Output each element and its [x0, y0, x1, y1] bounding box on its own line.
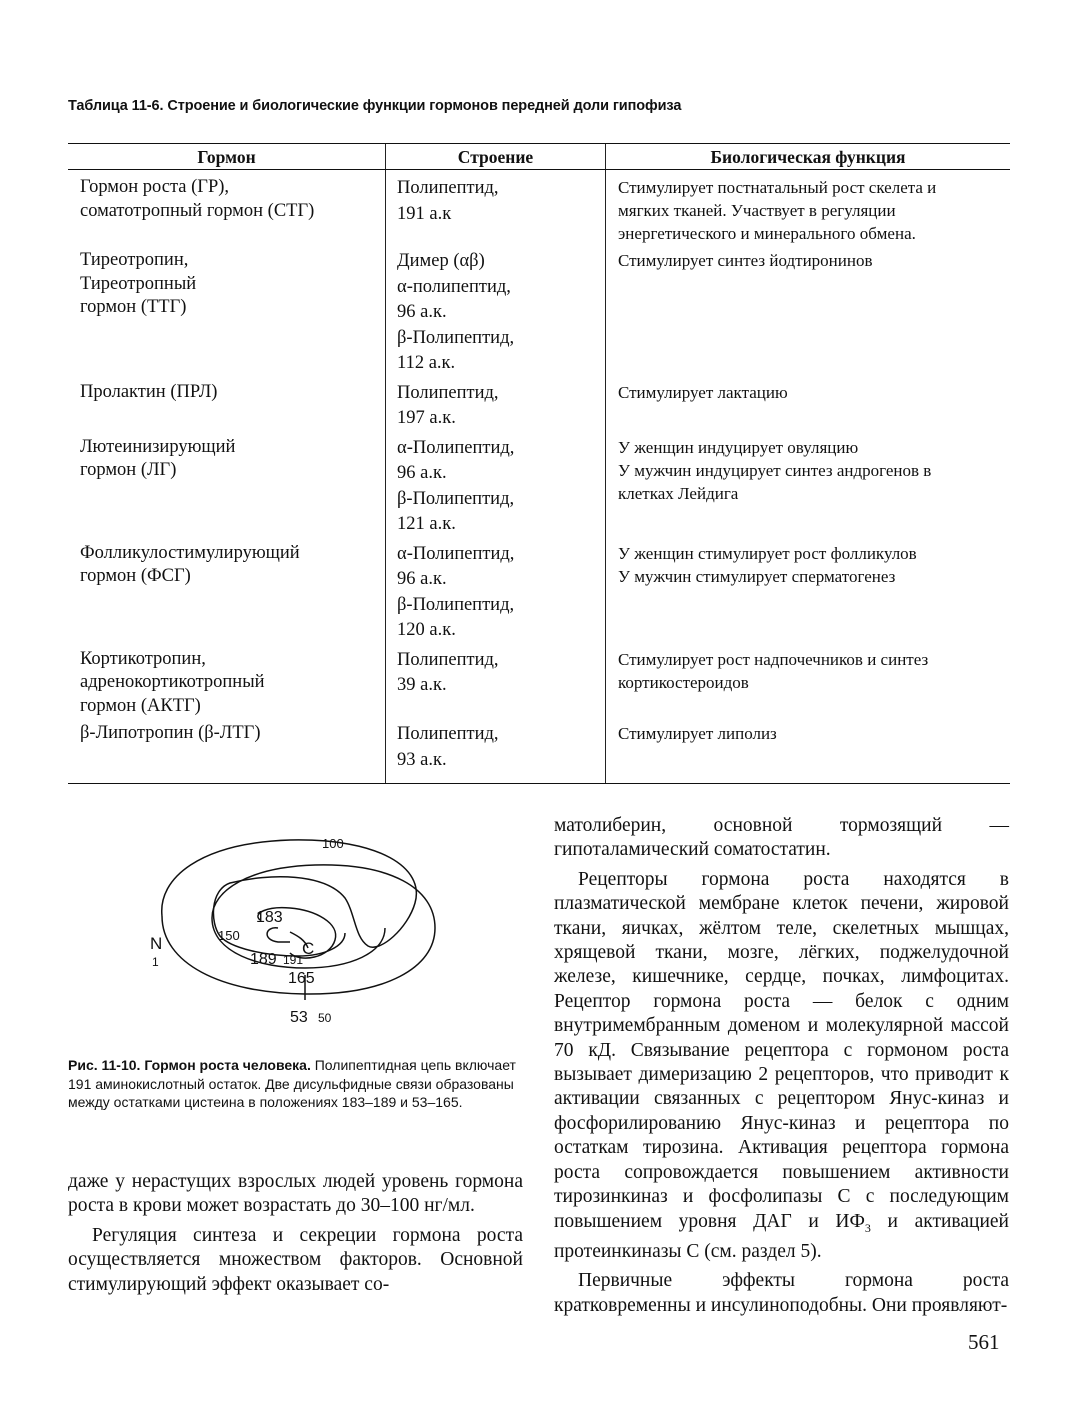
- table-caption: Таблица 11-6. Строение и биологические функции гормонов передней доли гипофиза: [68, 98, 682, 114]
- cell-line: 197 а.к.: [397, 408, 456, 428]
- cell-structure: [397, 542, 605, 648]
- cell-line: Лютеинизирующий: [80, 436, 236, 457]
- cell-line: 96 а.к.: [397, 302, 447, 322]
- cell-structure: [397, 176, 605, 249]
- cell-name: [80, 249, 385, 381]
- cell-structure: [397, 722, 605, 777]
- cell-function: [618, 436, 1010, 542]
- table-header: [68, 143, 1010, 170]
- cell-line: адренокортикотропный: [80, 672, 265, 692]
- header-structure: Строение: [385, 144, 605, 169]
- cell-line: Тиреотропный: [80, 273, 197, 294]
- label-n-terminus: N: [150, 934, 163, 953]
- cell-line: 112 а.к.: [397, 353, 456, 373]
- cell-name: [80, 648, 385, 723]
- left-text-column: [68, 1170, 523, 1297]
- cell-line: 191 а.к: [397, 203, 452, 224]
- cell-line: У женщин стимулирует рост фолликулов: [618, 543, 917, 563]
- cell-line: гормон (АКТГ): [80, 695, 201, 716]
- right-paragraph-2: [554, 868, 1009, 1264]
- cell-line: β-Полипептид,: [397, 488, 515, 509]
- cell-line: Фолликулостимулирующий: [80, 542, 300, 563]
- cell-line: 121 а.к.: [397, 514, 456, 534]
- figure-caption: [68, 1056, 528, 1112]
- header-function: Биологическая функция: [605, 144, 1010, 169]
- cell-line: У мужчин индуцирует синтез андрогенов в: [618, 460, 932, 480]
- right-paragraph-3: Первичные эффекты гормона роста кратковременны и инсулиноподобны. Они проявляют-: [554, 1270, 1009, 1316]
- chain-outer-loop: [162, 840, 417, 956]
- cell-structure: [397, 436, 605, 542]
- cell-line: Стимулирует липолиз: [618, 724, 777, 743]
- cell-line: гормон (ТТГ): [80, 297, 187, 317]
- cell-line: энергетического и минерального обмена.: [618, 224, 916, 243]
- cell-line: α-Полипептид,: [397, 543, 515, 564]
- cell-line: α-Полипептид,: [397, 437, 515, 458]
- left-paragraph-1: даже у нерастущих взрослых людей уровень гормона роста в крови может возрастать до 30–100 нг/мл.: [68, 1171, 523, 1217]
- column-structure: [385, 170, 605, 783]
- cell-line: β-Полипептид,: [397, 327, 515, 348]
- cell-line: гормон (ФСГ): [80, 566, 191, 586]
- figure-caption-text: Полипептидная цепь включает 191 аминокислотный остаток. Две дисульфидные связи образованы между остатками цистеина в положениях 183–189 и 53–165.: [68, 1057, 516, 1110]
- figure-caption-title: Рис. 11-10. Гормон роста человека.: [68, 1057, 311, 1073]
- label-residue-183: 183: [256, 909, 283, 926]
- cell-function: [618, 249, 1010, 381]
- cell-line: Полипептид,: [397, 649, 499, 670]
- label-residue-150: 150: [218, 928, 240, 943]
- right-paragraph-1: матолиберин, основной тормозящий — гипоталамический соматостатин.: [554, 815, 1009, 861]
- cell-function: [618, 722, 1010, 777]
- cell-line: Полипептид,: [397, 178, 499, 198]
- cell-line: Полипептид,: [397, 382, 499, 403]
- cell-line: клетках Лейдига: [618, 483, 739, 503]
- right-paragraph-2-text: Рецепторы гормона роста находятся в плазматической мембране клеток печени, жировой ткани, яичках, жёлтом теле, скелетных мышцах, хрящевой ткани, мозге, лёгких, поджелудочной железе, кишечнике, сердце, почках, лимфоцитах. Рецептор гормона роста — белок с одним внутримембранным доменом и молекулярной массой 70 кД. Связывание рецептора с гормоном роста вызывает димеризацию 2 рецепторов, что приводит к активации связанных с рецептором Янус-киназ и фосфорилированию Янус-киназ и рецептора по остаткам тирозина. Активация рецептора гормона роста сопровождается повышением активности тирозинкиназ и фосфолипазы С с последующим повышением уровня ДАГ и ИФ: [554, 868, 1009, 1232]
- cell-line: гормон (ЛГ): [80, 460, 177, 480]
- cell-function: [618, 176, 1010, 249]
- cell-line: 96 а.к.: [397, 463, 447, 483]
- subscript-3: 3: [864, 1220, 871, 1235]
- label-residue-191: 191: [283, 953, 304, 967]
- label-residue-50: 50: [318, 1011, 332, 1025]
- cell-function: [618, 648, 1010, 723]
- cell-name: [80, 436, 385, 542]
- cell-line: 120 а.к.: [397, 620, 456, 640]
- cell-line: Стимулирует рост надпочечников и синтез: [618, 649, 929, 669]
- page-number: 561: [968, 1330, 1000, 1354]
- cell-line: Кортикотропин,: [80, 648, 206, 669]
- cell-structure: [397, 249, 605, 381]
- label-c-terminus: C: [302, 939, 315, 958]
- cell-line: Стимулирует лактацию: [618, 382, 788, 402]
- label-residue-100: 100: [322, 836, 344, 851]
- column-hormone: [68, 170, 385, 783]
- left-paragraph-2: Регуляция синтеза и секреции гормона роста осуществляется множеством факторов. Основной стимулирующий эффект оказывает со-: [68, 1224, 523, 1295]
- cell-function: [618, 381, 1010, 436]
- cell-name: [80, 176, 385, 249]
- cell-name: [80, 722, 385, 777]
- header-hormone: Гормон: [197, 147, 256, 167]
- disulfide-loop-183-189: [267, 928, 290, 942]
- cell-line: Димер (αβ): [397, 251, 485, 271]
- right-paragraph-2-tail: и активацией протеинкиназы С (см. раздел 5).: [554, 1210, 1009, 1262]
- column-function: [605, 170, 1010, 783]
- cell-line: Гормон роста (ГР),: [80, 177, 230, 197]
- cell-name: [80, 542, 385, 648]
- cell-line: β-Полипептид,: [397, 594, 515, 615]
- cell-line: 93 а.к.: [397, 749, 447, 770]
- table-body: [68, 170, 1010, 784]
- cell-function: [618, 542, 1010, 648]
- cell-structure: [397, 381, 605, 436]
- right-text-column: [554, 814, 1009, 1318]
- cell-line: соматотропный гормон (СТГ): [80, 200, 315, 221]
- cell-line: кортикостероидов: [618, 672, 749, 692]
- cell-line: мягких тканей. Участвует в регуляции: [618, 201, 896, 220]
- label-residue-189: 189: [250, 951, 277, 968]
- cell-line: 96 а.к.: [397, 569, 447, 589]
- cell-line: У мужчин стимулирует сперматогенез: [618, 566, 896, 586]
- label-residue-1: 1: [152, 955, 159, 969]
- cell-line: 39 а.к.: [397, 675, 447, 695]
- growth-hormone-diagram: [140, 828, 540, 1028]
- cell-line: Стимулирует постнатальный рост скелета и: [618, 178, 937, 197]
- cell-line: Тиреотропин,: [80, 250, 189, 270]
- cell-structure: [397, 648, 605, 723]
- cell-line: α-полипептид,: [397, 276, 511, 297]
- cell-name: [80, 381, 385, 436]
- label-residue-53: 53: [290, 1009, 308, 1026]
- label-residue-165: 165: [288, 970, 315, 987]
- cell-line: Пролактин (ПРЛ): [80, 381, 218, 402]
- cell-line: Стимулирует синтез йодтиронинов: [618, 251, 873, 270]
- hormone-table: [68, 143, 1010, 784]
- cell-line: β-Липотропин (β-ЛТГ): [80, 723, 261, 743]
- cell-line: Полипептид,: [397, 724, 499, 744]
- cell-line: У женщин индуцирует овуляцию: [618, 437, 859, 457]
